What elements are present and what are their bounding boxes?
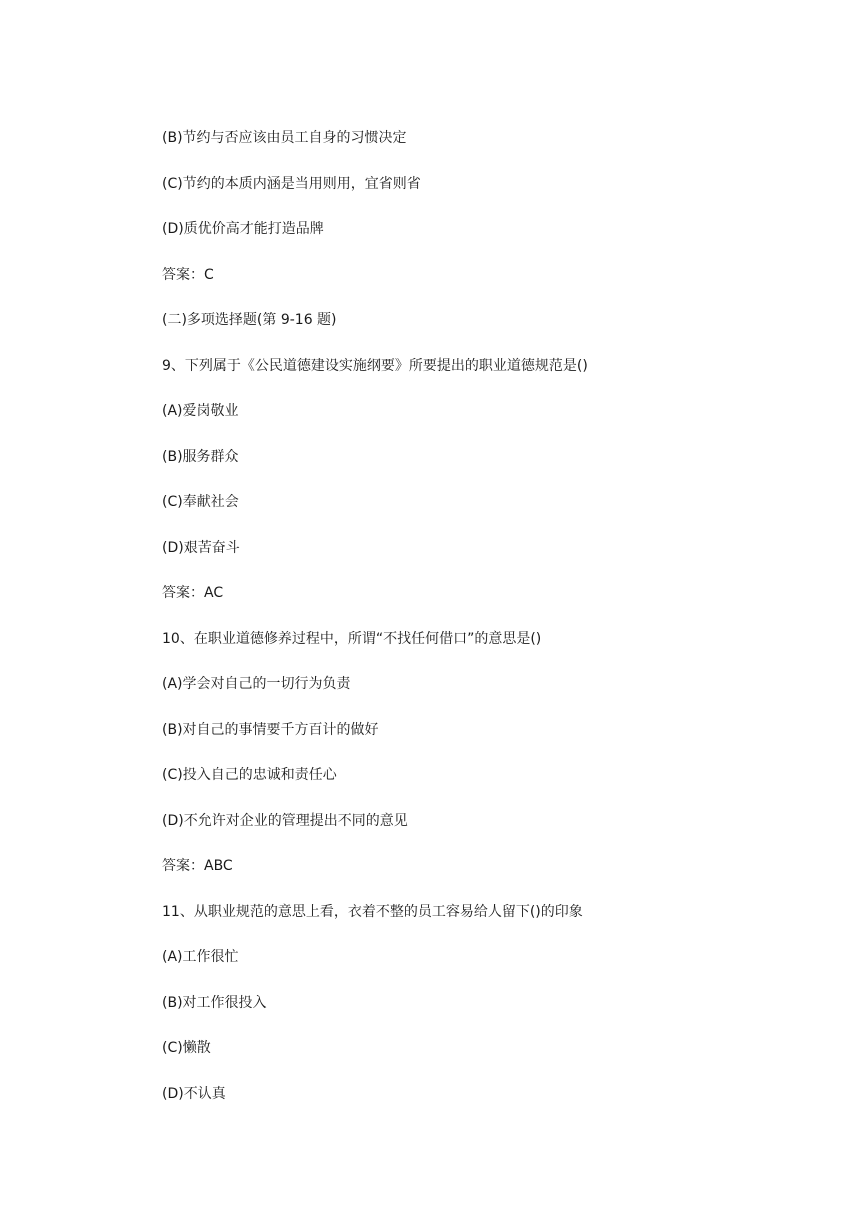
- option-b-q11: (B)对工作很投入: [162, 995, 267, 1011]
- option-c-q10: (C)投入自己的忠诚和责任心: [162, 767, 337, 783]
- question-11: 11、从职业规范的意思上看，衣着不整的员工容易给人留下()的印象: [162, 904, 583, 920]
- option-b-q9: (B)服务群众: [162, 449, 239, 465]
- answer-q9: 答案：AC: [162, 585, 224, 601]
- option-a-q11: (A)工作很忙: [162, 949, 239, 965]
- option-c-q8: (C)节约的本质内涵是当用则用，宜省则省: [162, 176, 421, 192]
- option-d-q10: (D)不允许对企业的管理提出不同的意见: [162, 813, 408, 829]
- answer-q10: 答案：ABC: [162, 858, 233, 874]
- option-c-q11: (C)懒散: [162, 1040, 211, 1056]
- option-b-q8: (B)节约与否应该由员工自身的习惯决定: [162, 130, 407, 146]
- option-b-q10: (B)对自己的事情要千方百计的做好: [162, 722, 379, 738]
- answer-q8: 答案：C: [162, 267, 214, 283]
- option-a-q10: (A)学会对自己的一切行为负责: [162, 676, 351, 692]
- section-heading-multiple-choice: (二)多项选择题(第 9-16 题): [162, 312, 337, 328]
- question-9: 9、下列属于《公民道德建设实施纲要》所要提出的职业道德规范是(): [162, 358, 588, 374]
- question-10: 10、在职业道德修养过程中，所谓“不找任何借口”的意思是(): [162, 631, 542, 647]
- option-a-q9: (A)爱岗敬业: [162, 403, 239, 419]
- option-c-q9: (C)奉献社会: [162, 494, 239, 510]
- option-d-q11: (D)不认真: [162, 1086, 226, 1102]
- option-d-q9: (D)艰苦奋斗: [162, 540, 240, 556]
- option-d-q8: (D)质优价高才能打造品牌: [162, 221, 324, 237]
